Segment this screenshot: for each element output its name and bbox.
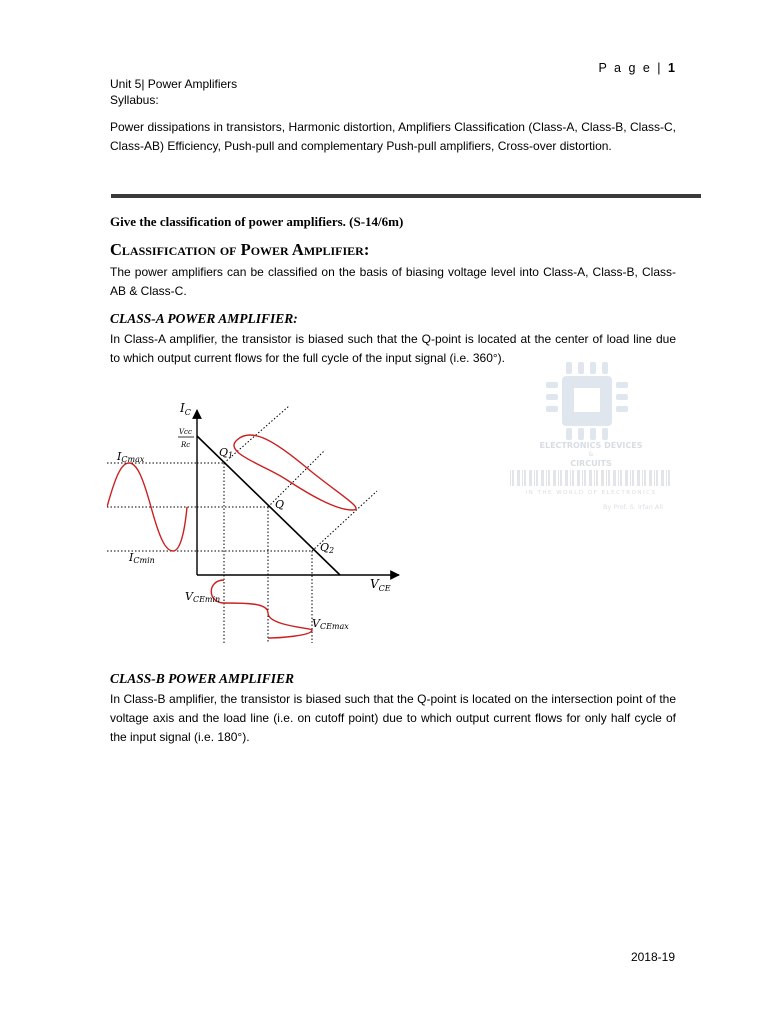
projection-lines xyxy=(107,406,377,643)
barcode-bar xyxy=(644,470,646,486)
q2-label: Q2 xyxy=(320,541,335,555)
barcode-bar xyxy=(572,470,574,486)
load-line-signal-wave xyxy=(234,435,356,510)
barcode-bar xyxy=(656,470,658,486)
barcode-bar xyxy=(558,470,559,486)
barcode-bar xyxy=(510,470,511,486)
barcode-bar xyxy=(601,470,604,486)
barcode-bar xyxy=(606,470,607,486)
barcode-bar xyxy=(654,470,655,486)
class-a-load-line-diagram xyxy=(107,398,402,643)
section-divider xyxy=(111,194,701,198)
ic-axis-label: $I_C$ xyxy=(180,401,191,417)
icmax-label: ICmax xyxy=(117,450,145,464)
class-b-heading: CLASS-B POWER AMPLIFIER xyxy=(110,671,295,686)
barcode-bar xyxy=(637,470,640,486)
barcode-bar xyxy=(577,470,580,486)
barcode-bar xyxy=(570,470,571,486)
output-voltage-wave xyxy=(211,580,312,638)
barcode-bar xyxy=(546,470,547,486)
icmin-label: ICmin xyxy=(129,551,155,565)
syllabus-text: Power dissipations in transistors, Harmonic distortion, Amplifiers Classification (Class-A, Class-B, Class-C, Class-AB) Efficiency, Push-pull and complementary Push-pull amplifiers, Cross-over distortion. xyxy=(110,120,676,153)
vce-axis-label: $V_{CE}$ xyxy=(370,577,391,593)
watermark-line3: CIRCUITS xyxy=(570,459,612,468)
barcode-bar xyxy=(649,470,652,486)
class-b-text: In Class-B amplifier, the transistor is biased such that the Q-point is located on the intersection point of the voltage axis and the load line (i.e. on cutoff point) due to which output current flows for only half cycle of the input signal (i.e. 180°). xyxy=(110,692,676,744)
barcode-bar xyxy=(625,470,628,486)
barcode-bar xyxy=(582,470,583,486)
barcode-bar xyxy=(642,470,643,486)
watermark-logo xyxy=(508,362,674,522)
vcemin-label: VCEmin xyxy=(185,590,221,604)
watermark-line2: & xyxy=(588,451,594,458)
barcode-bar xyxy=(517,470,520,486)
footer-year: 2018-19 xyxy=(630,950,675,964)
barcode-bar xyxy=(632,470,634,486)
exam-question: Give the classification of power amplifiers. (S-14/6m) xyxy=(110,214,404,229)
barcode-bar xyxy=(620,470,622,486)
barcode-bar xyxy=(522,470,523,486)
class-a-text: In Class-A amplifier, the transistor is biased such that the Q-point is located at the center of load line due to which output current flows for the full cycle of the input signal (i.e. 360°). xyxy=(110,332,676,365)
barcode-bar xyxy=(529,470,532,486)
barcode-bar xyxy=(584,470,586,486)
rc-label: Rc xyxy=(181,441,191,449)
classification-title: Classification of Power Amplifier: xyxy=(110,240,370,259)
barcode-bar xyxy=(668,470,670,486)
syllabus-label: Syllabus: xyxy=(110,92,159,107)
barcode-bar xyxy=(666,470,667,486)
q-label: Q xyxy=(275,498,285,511)
barcode-bar xyxy=(608,470,610,486)
barcode-bar xyxy=(594,470,595,486)
barcode-bar xyxy=(618,470,619,486)
unit-title: Unit 5| Power Amplifiers xyxy=(110,77,238,91)
vcemax-label: VCEmax xyxy=(312,617,349,631)
barcode-bar xyxy=(541,470,544,486)
barcode-bar xyxy=(553,470,556,486)
page-number xyxy=(598,61,675,75)
watermark-author: By Prof. S. Irfan Ali xyxy=(603,503,663,511)
barcode-bar xyxy=(589,470,592,486)
vcc-label: Vcc xyxy=(179,428,192,436)
barcode-bar xyxy=(534,470,535,486)
barcode-bar xyxy=(524,470,526,486)
barcode-bar xyxy=(596,470,598,486)
barcode-bar xyxy=(565,470,568,486)
classification-text: The power amplifiers can be classified on the basis of biasing voltage level into Class-A, Class-B, Class-AB & Class-C. xyxy=(110,265,676,298)
barcode-bar xyxy=(536,470,538,486)
document-header xyxy=(110,77,237,108)
barcode-bar xyxy=(560,470,562,486)
barcode-bar xyxy=(613,470,616,486)
barcode-bar xyxy=(630,470,631,486)
watermark-line1: ELECTRONICS DEVICES xyxy=(539,441,643,450)
watermark-barcode xyxy=(510,470,670,486)
watermark-tagline: IN THE WORLD OF ELECTRONICS xyxy=(525,490,657,496)
class-a-heading: CLASS-A POWER AMPLIFIER: xyxy=(110,311,298,326)
page-label: P a g e | xyxy=(598,61,663,75)
q1-label: Q1 xyxy=(219,446,234,460)
barcode-bar xyxy=(661,470,664,486)
barcode-bar xyxy=(512,470,514,486)
barcode-bar xyxy=(548,470,550,486)
page-number-value: 1 xyxy=(668,61,675,75)
